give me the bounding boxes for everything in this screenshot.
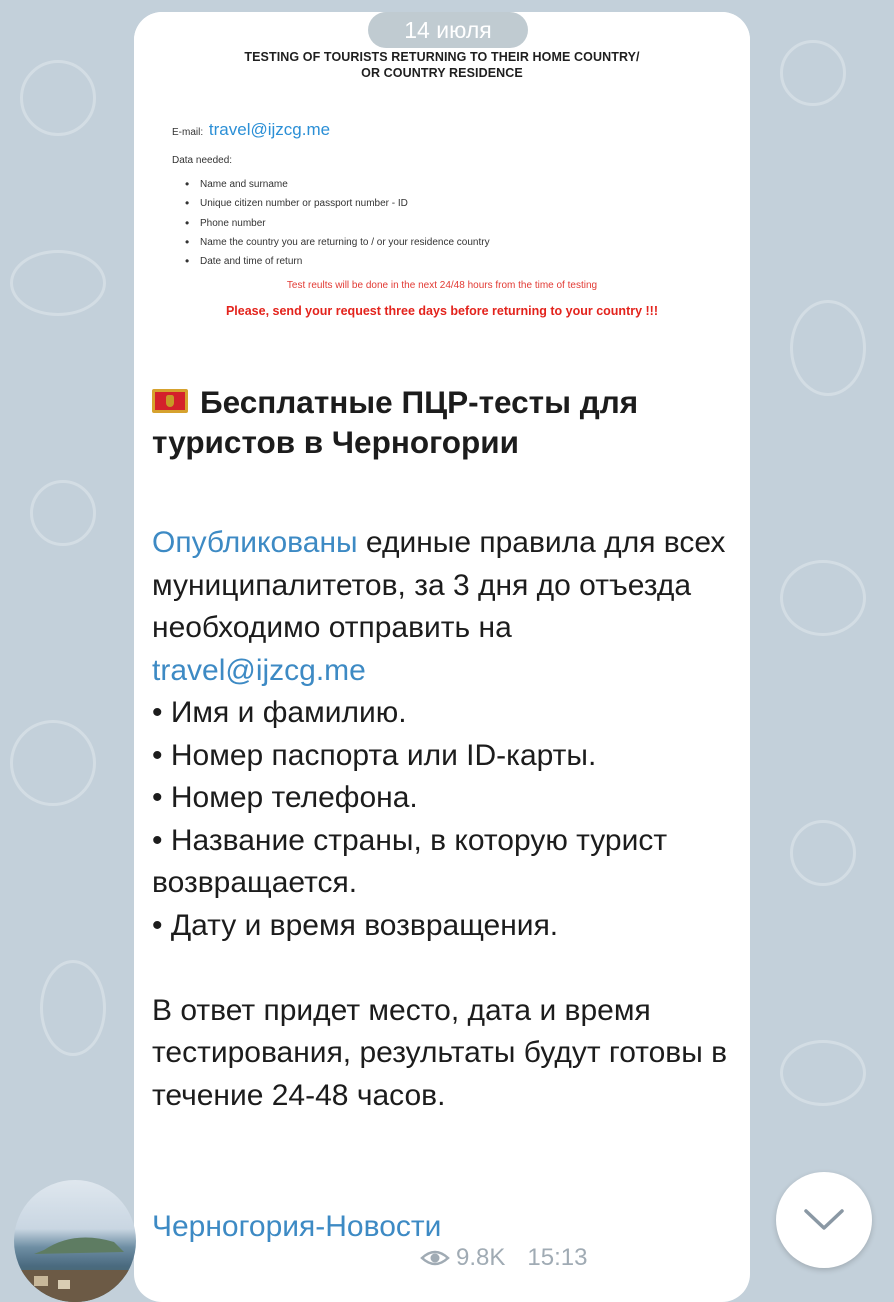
- island-photo-icon: [14, 1180, 136, 1302]
- chevron-down-icon: [802, 1207, 846, 1233]
- bullet-item: • Название страны, в которую турист возвращается.: [152, 823, 668, 899]
- document-requirements-list: [172, 175, 490, 271]
- document-email-row: [172, 120, 330, 140]
- document-warning: Please, send your request three days before returning to your country !!!: [225, 304, 659, 318]
- published-link[interactable]: Опубликованы: [152, 526, 358, 559]
- bullet-item: • Номер паспорта или ID-карты.: [152, 738, 597, 772]
- document-list-item: • Phone number: [172, 214, 490, 233]
- message-body: [152, 522, 732, 1117]
- message-headline: [152, 382, 732, 462]
- eye-icon: [420, 1248, 450, 1268]
- email-link[interactable]: travel@ijzcg.me: [152, 653, 366, 687]
- source-channel-link[interactable]: Черногория-Новости: [152, 1210, 442, 1243]
- scroll-down-button[interactable]: [776, 1172, 872, 1268]
- date-badge: 14 июля: [368, 12, 528, 48]
- document-data-needed: Data needed:: [172, 155, 233, 166]
- message-time: 15:13: [527, 1244, 588, 1271]
- document-title-line-2: OR COUNTRY RESIDENCE: [361, 66, 523, 80]
- intro-paragraph: [152, 522, 732, 692]
- bullet-item: • Имя и фамилию.: [152, 696, 407, 729]
- answer-paragraph: В ответ придет место, дата и время тестирования, результаты будут готовы в течение 24-48 часов.: [152, 993, 728, 1112]
- document-list-item: • Name the country you are returning to / or your residence country: [172, 233, 490, 252]
- document-results-note: Test reults will be done in the next 24/48 hours from the time of testing: [286, 280, 598, 291]
- message-meta: [420, 1244, 587, 1272]
- document-list-item: • Date and time of return: [172, 252, 490, 271]
- attached-document-image[interactable]: [134, 12, 750, 364]
- view-count: 9.8K: [456, 1244, 506, 1271]
- bullet-item: • Номер телефона.: [152, 781, 418, 814]
- headline-text: Бесплатные ПЦР-тесты для туристов в Черногории: [152, 384, 639, 460]
- message-bubble[interactable]: [134, 12, 750, 1302]
- document-list-item: • Name and surname: [172, 175, 490, 194]
- document-email: travel@ijzcg.me: [208, 120, 331, 139]
- montenegro-flag-icon: [152, 389, 188, 413]
- document-list-item: • Unique citizen number or passport number - ID: [172, 194, 490, 213]
- document-email-label: E-mail:: [172, 127, 204, 138]
- bullet-item: • Дату и время возвращения.: [152, 908, 559, 942]
- intro-text: единые правила для всех муниципалитетов, за 3 дня до отъезда необходимо отправить на: [152, 526, 726, 644]
- channel-avatar[interactable]: [14, 1180, 136, 1302]
- document-title-line-1: TESTING OF TOURISTS RETURNING TO THEIR HOME COUNTRY/: [244, 50, 640, 64]
